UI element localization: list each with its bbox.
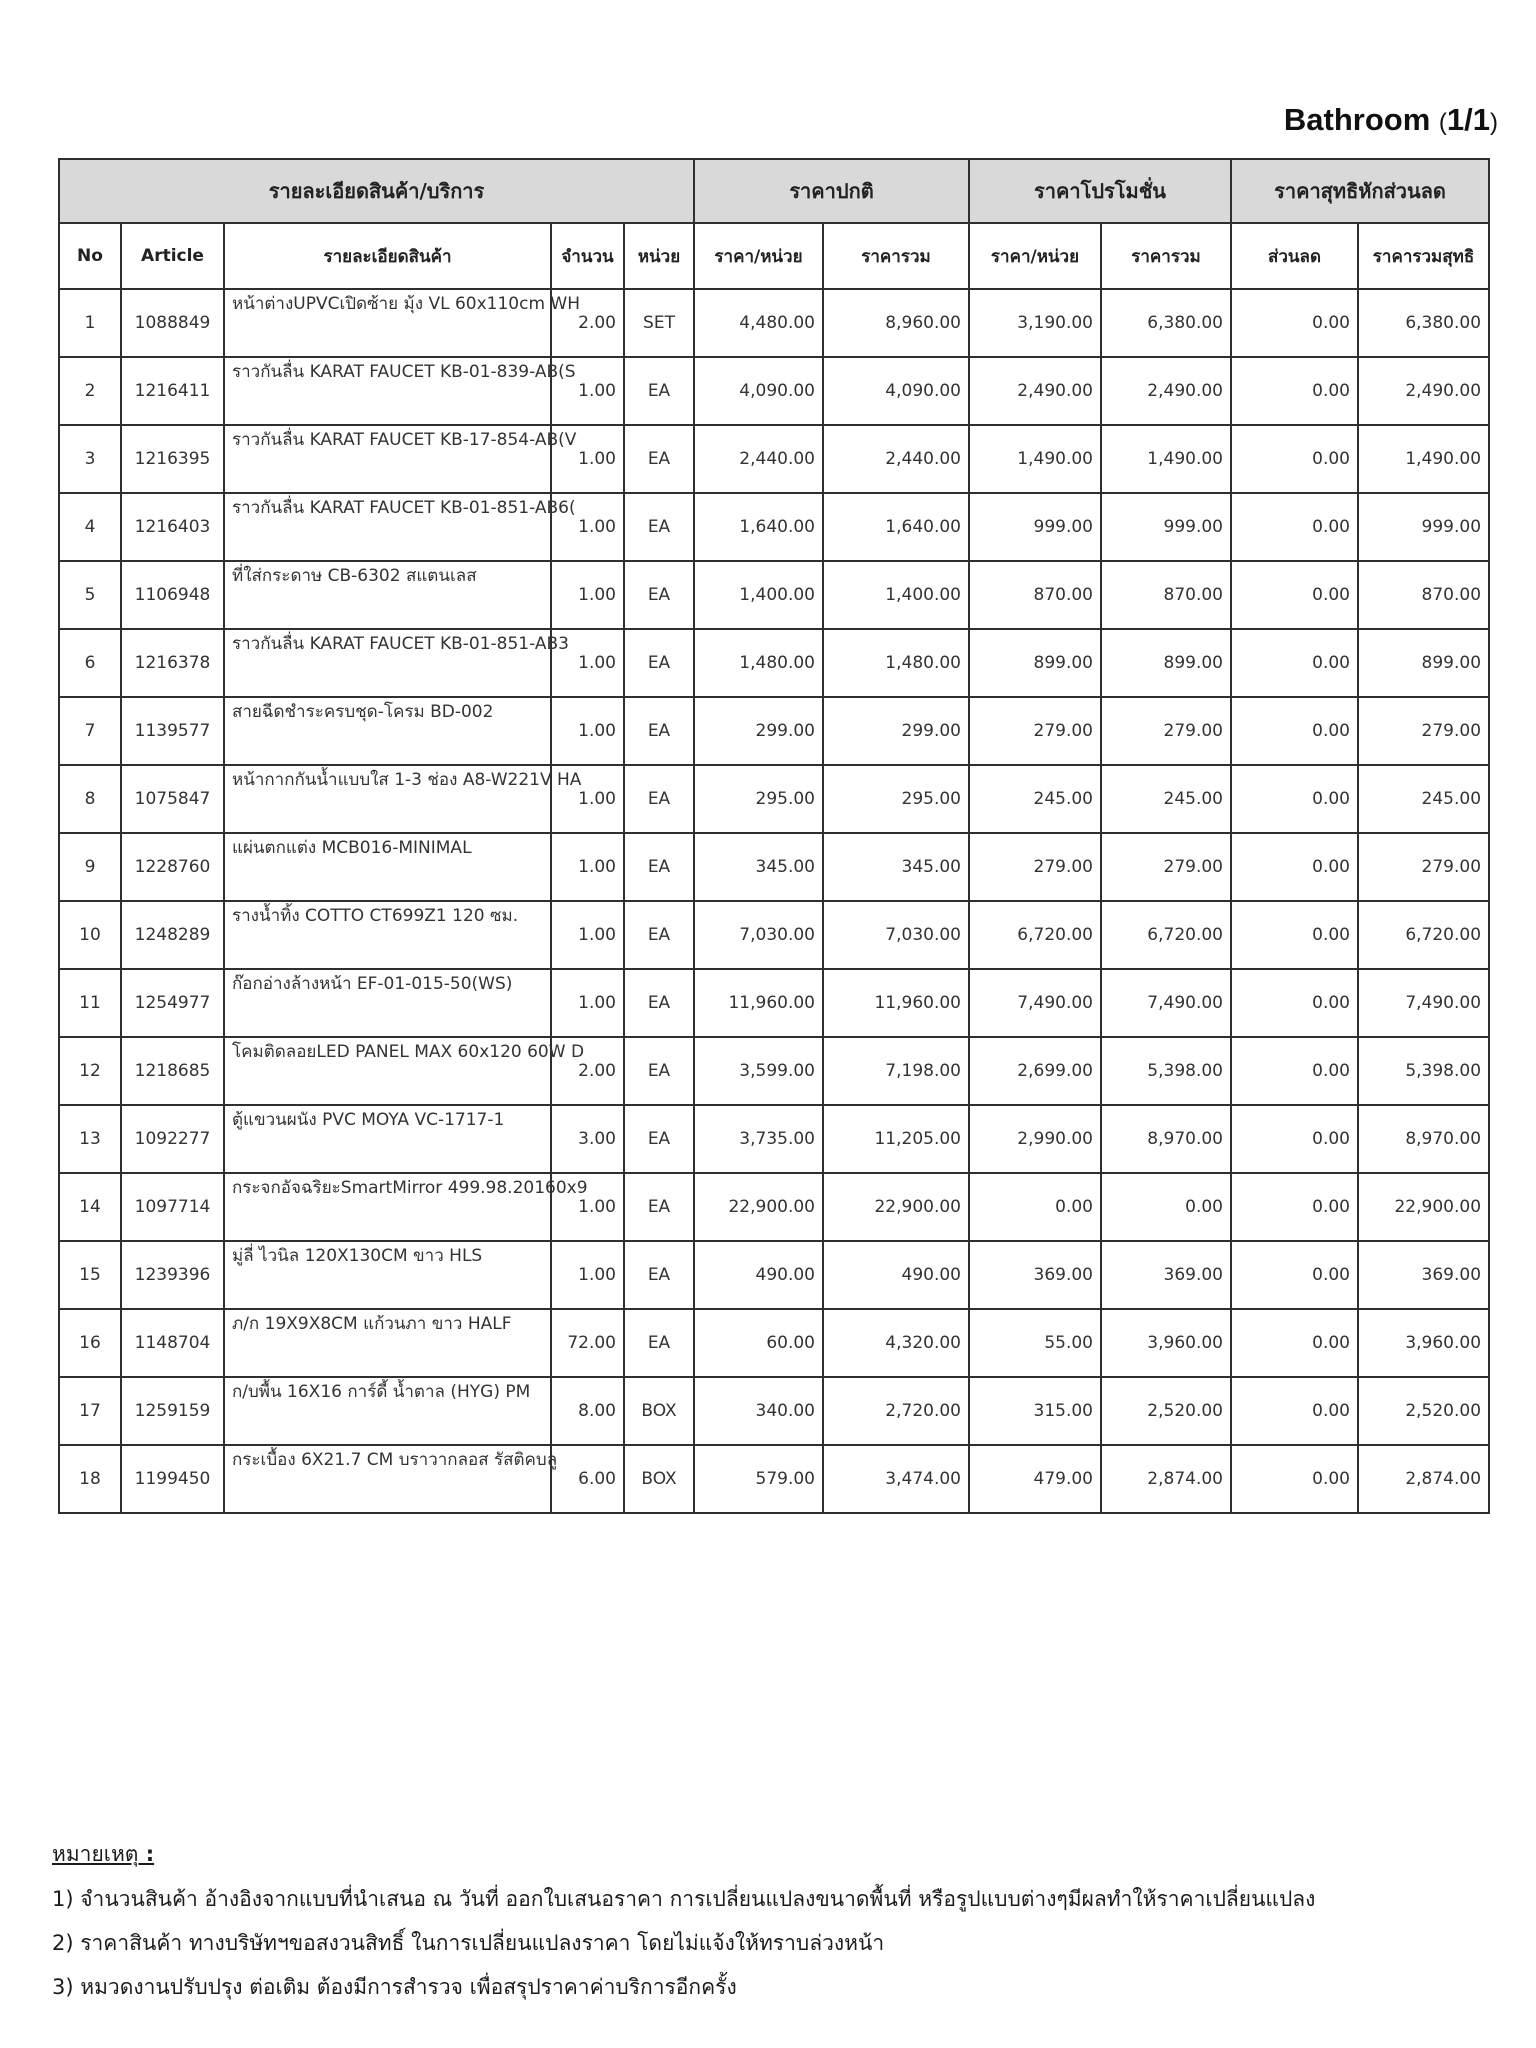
cell-discount: 0.00	[1231, 969, 1358, 1037]
cell-discount: 0.00	[1231, 697, 1358, 765]
group-header-net: ราคาสุทธิหักส่วนลด	[1231, 159, 1489, 223]
cell-promo-total: 279.00	[1101, 833, 1231, 901]
cell-promo-unit-price: 1,490.00	[969, 425, 1101, 493]
cell-discount: 0.00	[1231, 629, 1358, 697]
cell-net-total: 999.00	[1358, 493, 1489, 561]
cell-description: รางน้ำทิ้ง COTTO CT699Z1 120 ซม.	[224, 901, 551, 969]
cell-net-total: 6,720.00	[1358, 901, 1489, 969]
title-paren-close: )	[1490, 109, 1498, 136]
cell-discount: 0.00	[1231, 493, 1358, 561]
cell-no: 1	[59, 289, 121, 357]
cell-no: 13	[59, 1105, 121, 1173]
group-header-details: รายละเอียดสินค้า/บริการ	[59, 159, 694, 223]
cell-quantity: 6.00	[551, 1445, 624, 1513]
cell-article: 1106948	[121, 561, 224, 629]
col-header-desc: รายละเอียดสินค้า	[224, 223, 551, 289]
cell-regular-total: 7,198.00	[823, 1037, 969, 1105]
cell-quantity: 1.00	[551, 697, 624, 765]
cell-quantity: 1.00	[551, 493, 624, 561]
table-row	[59, 901, 1489, 969]
cell-regular-total: 299.00	[823, 697, 969, 765]
cell-promo-unit-price: 315.00	[969, 1377, 1101, 1445]
table-row	[59, 1037, 1489, 1105]
cell-description: โคมติดลอยLED PANEL MAX 60x120 60W D	[224, 1037, 551, 1105]
cell-promo-total: 999.00	[1101, 493, 1231, 561]
notes-section	[52, 1838, 1315, 2015]
cell-regular-total: 295.00	[823, 765, 969, 833]
title-paren-open: (	[1438, 109, 1447, 136]
cell-unit: EA	[624, 1105, 694, 1173]
cell-description: หน้าต่างUPVCเปิดซ้าย มุ้ง VL 60x110cm WH	[224, 289, 551, 357]
cell-discount: 0.00	[1231, 1309, 1358, 1377]
cell-unit: EA	[624, 833, 694, 901]
cell-regular-unit-price: 345.00	[694, 833, 823, 901]
notes-heading-text: หมายเหตุ	[52, 1842, 139, 1866]
cell-quantity: 2.00	[551, 289, 624, 357]
cell-promo-total: 245.00	[1101, 765, 1231, 833]
cell-regular-total: 22,900.00	[823, 1173, 969, 1241]
cell-unit: EA	[624, 697, 694, 765]
cell-article: 1228760	[121, 833, 224, 901]
cell-promo-total: 2,490.00	[1101, 357, 1231, 425]
cell-regular-total: 8,960.00	[823, 289, 969, 357]
col-header-discount: ส่วนลด	[1231, 223, 1358, 289]
cell-unit: EA	[624, 1309, 694, 1377]
col-header-promo-unit: ราคา/หน่วย	[969, 223, 1101, 289]
quotation-table	[58, 158, 1490, 1514]
cell-unit: EA	[624, 1037, 694, 1105]
cell-article: 1092277	[121, 1105, 224, 1173]
cell-no: 10	[59, 901, 121, 969]
cell-description: หน้ากากกันน้ำแบบใส 1-3 ช่อง A8-W221V HA	[224, 765, 551, 833]
cell-unit: EA	[624, 969, 694, 1037]
cell-regular-total: 490.00	[823, 1241, 969, 1309]
cell-promo-unit-price: 0.00	[969, 1173, 1101, 1241]
table-row	[59, 765, 1489, 833]
cell-description: ก๊อกอ่างล้างหน้า EF-01-015-50(WS)	[224, 969, 551, 1037]
cell-no: 11	[59, 969, 121, 1037]
cell-regular-unit-price: 2,440.00	[694, 425, 823, 493]
table-row	[59, 1173, 1489, 1241]
cell-discount: 0.00	[1231, 1037, 1358, 1105]
cell-description: ราวกันลื่น KARAT FAUCET KB-01-851-AB6(	[224, 493, 551, 561]
cell-article: 1218685	[121, 1037, 224, 1105]
title-page: 1/1	[1446, 102, 1490, 137]
cell-net-total: 369.00	[1358, 1241, 1489, 1309]
cell-no: 15	[59, 1241, 121, 1309]
cell-promo-total: 0.00	[1101, 1173, 1231, 1241]
cell-description: ก/บพื้น 16X16 การ์ดี้ น้ำตาล (HYG) PM	[224, 1377, 551, 1445]
cell-quantity: 1.00	[551, 901, 624, 969]
cell-regular-unit-price: 60.00	[694, 1309, 823, 1377]
cell-promo-unit-price: 7,490.00	[969, 969, 1101, 1037]
cell-promo-unit-price: 2,490.00	[969, 357, 1101, 425]
col-header-reg-unit: ราคา/หน่วย	[694, 223, 823, 289]
cell-unit: EA	[624, 901, 694, 969]
cell-unit: EA	[624, 629, 694, 697]
cell-quantity: 1.00	[551, 1241, 624, 1309]
cell-regular-unit-price: 7,030.00	[694, 901, 823, 969]
cell-no: 18	[59, 1445, 121, 1513]
cell-no: 3	[59, 425, 121, 493]
cell-discount: 0.00	[1231, 901, 1358, 969]
cell-description: ที่ใส่กระดาษ CB-6302 สแตนเลส	[224, 561, 551, 629]
cell-description: ราวกันลื่น KARAT FAUCET KB-01-851-AB3	[224, 629, 551, 697]
cell-description: ตู้แขวนผนัง PVC MOYA VC-1717-1	[224, 1105, 551, 1173]
column-header-row	[59, 223, 1489, 289]
cell-net-total: 8,970.00	[1358, 1105, 1489, 1173]
cell-regular-unit-price: 295.00	[694, 765, 823, 833]
table-row	[59, 357, 1489, 425]
cell-unit: EA	[624, 561, 694, 629]
cell-regular-unit-price: 3,599.00	[694, 1037, 823, 1105]
cell-quantity: 1.00	[551, 765, 624, 833]
cell-regular-total: 2,440.00	[823, 425, 969, 493]
table-row	[59, 1105, 1489, 1173]
cell-net-total: 245.00	[1358, 765, 1489, 833]
cell-quantity: 72.00	[551, 1309, 624, 1377]
cell-net-total: 2,520.00	[1358, 1377, 1489, 1445]
cell-unit: EA	[624, 357, 694, 425]
col-header-article: Article	[121, 223, 224, 289]
title-name: Bathroom	[1283, 102, 1431, 137]
cell-no: 17	[59, 1377, 121, 1445]
cell-regular-total: 4,090.00	[823, 357, 969, 425]
cell-no: 7	[59, 697, 121, 765]
group-header-regular: ราคาปกติ	[694, 159, 969, 223]
cell-quantity: 1.00	[551, 1173, 624, 1241]
page-title	[1284, 102, 1498, 138]
cell-regular-total: 1,400.00	[823, 561, 969, 629]
table-row	[59, 697, 1489, 765]
cell-promo-unit-price: 2,699.00	[969, 1037, 1101, 1105]
cell-regular-total: 1,640.00	[823, 493, 969, 561]
cell-promo-unit-price: 870.00	[969, 561, 1101, 629]
cell-net-total: 1,490.00	[1358, 425, 1489, 493]
cell-article: 1199450	[121, 1445, 224, 1513]
cell-article: 1216403	[121, 493, 224, 561]
cell-net-total: 2,490.00	[1358, 357, 1489, 425]
notes-heading-colon: :	[138, 1842, 155, 1866]
cell-discount: 0.00	[1231, 765, 1358, 833]
cell-article: 1148704	[121, 1309, 224, 1377]
cell-regular-total: 3,474.00	[823, 1445, 969, 1513]
col-header-no: No	[59, 223, 121, 289]
cell-regular-unit-price: 1,400.00	[694, 561, 823, 629]
cell-description: กระจกอัจฉริยะSmartMirror 499.98.20160x9	[224, 1173, 551, 1241]
cell-discount: 0.00	[1231, 1241, 1358, 1309]
cell-net-total: 2,874.00	[1358, 1445, 1489, 1513]
cell-no: 4	[59, 493, 121, 561]
cell-article: 1097714	[121, 1173, 224, 1241]
table-row	[59, 1309, 1489, 1377]
cell-promo-total: 8,970.00	[1101, 1105, 1231, 1173]
note-line-1: 1) จำนวนสินค้า อ้างอิงจากแบบที่นำเสนอ ณ วันที่ ออกใบเสนอราคา การเปลี่ยนแปลงขนาดพื้นที่ หรือรูปแบบต่างๆมีผลทำให้ราคาเปลี่ยนแปลง	[52, 1887, 1316, 1911]
cell-unit: EA	[624, 765, 694, 833]
table-row	[59, 493, 1489, 561]
table-body	[59, 289, 1489, 1513]
cell-net-total: 870.00	[1358, 561, 1489, 629]
cell-regular-unit-price: 22,900.00	[694, 1173, 823, 1241]
cell-promo-unit-price: 2,990.00	[969, 1105, 1101, 1173]
cell-no: 12	[59, 1037, 121, 1105]
cell-quantity: 1.00	[551, 425, 624, 493]
col-header-net-total: ราคารวมสุทธิ	[1358, 223, 1489, 289]
cell-quantity: 3.00	[551, 1105, 624, 1173]
cell-promo-total: 1,490.00	[1101, 425, 1231, 493]
cell-description: ราวกันลื่น KARAT FAUCET KB-01-839-AB(S	[224, 357, 551, 425]
cell-promo-total: 7,490.00	[1101, 969, 1231, 1037]
table-row	[59, 1445, 1489, 1513]
cell-quantity: 2.00	[551, 1037, 624, 1105]
table-row	[59, 629, 1489, 697]
cell-promo-total: 6,720.00	[1101, 901, 1231, 969]
cell-article: 1139577	[121, 697, 224, 765]
cell-no: 9	[59, 833, 121, 901]
cell-promo-unit-price: 279.00	[969, 697, 1101, 765]
cell-no: 6	[59, 629, 121, 697]
cell-regular-unit-price: 11,960.00	[694, 969, 823, 1037]
table-row	[59, 425, 1489, 493]
cell-promo-unit-price: 899.00	[969, 629, 1101, 697]
cell-article: 1259159	[121, 1377, 224, 1445]
cell-article: 1216378	[121, 629, 224, 697]
cell-promo-total: 279.00	[1101, 697, 1231, 765]
cell-regular-unit-price: 3,735.00	[694, 1105, 823, 1173]
cell-unit: EA	[624, 1173, 694, 1241]
cell-regular-unit-price: 299.00	[694, 697, 823, 765]
cell-discount: 0.00	[1231, 561, 1358, 629]
cell-promo-total: 3,960.00	[1101, 1309, 1231, 1377]
cell-promo-unit-price: 55.00	[969, 1309, 1101, 1377]
cell-regular-total: 1,480.00	[823, 629, 969, 697]
cell-unit: EA	[624, 425, 694, 493]
cell-regular-unit-price: 4,090.00	[694, 357, 823, 425]
cell-discount: 0.00	[1231, 357, 1358, 425]
cell-promo-total: 899.00	[1101, 629, 1231, 697]
cell-regular-total: 345.00	[823, 833, 969, 901]
cell-promo-total: 2,520.00	[1101, 1377, 1231, 1445]
cell-article: 1216411	[121, 357, 224, 425]
cell-regular-total: 7,030.00	[823, 901, 969, 969]
cell-article: 1075847	[121, 765, 224, 833]
cell-unit: EA	[624, 493, 694, 561]
cell-promo-unit-price: 279.00	[969, 833, 1101, 901]
cell-quantity: 1.00	[551, 629, 624, 697]
cell-regular-total: 4,320.00	[823, 1309, 969, 1377]
cell-description: ภ/ก 19X9X8CM แก้วนภา ขาว HALF	[224, 1309, 551, 1377]
cell-discount: 0.00	[1231, 1105, 1358, 1173]
table-row	[59, 833, 1489, 901]
cell-unit: BOX	[624, 1445, 694, 1513]
cell-no: 8	[59, 765, 121, 833]
cell-regular-unit-price: 579.00	[694, 1445, 823, 1513]
cell-regular-total: 2,720.00	[823, 1377, 969, 1445]
cell-promo-unit-price: 369.00	[969, 1241, 1101, 1309]
cell-net-total: 5,398.00	[1358, 1037, 1489, 1105]
cell-unit: EA	[624, 1241, 694, 1309]
cell-net-total: 279.00	[1358, 833, 1489, 901]
group-header-promo: ราคาโปรโมชั่น	[969, 159, 1231, 223]
table-row	[59, 969, 1489, 1037]
cell-regular-total: 11,205.00	[823, 1105, 969, 1173]
cell-quantity: 1.00	[551, 833, 624, 901]
cell-article: 1248289	[121, 901, 224, 969]
cell-regular-unit-price: 490.00	[694, 1241, 823, 1309]
cell-no: 16	[59, 1309, 121, 1377]
cell-no: 14	[59, 1173, 121, 1241]
cell-promo-total: 6,380.00	[1101, 289, 1231, 357]
cell-unit: SET	[624, 289, 694, 357]
cell-regular-total: 11,960.00	[823, 969, 969, 1037]
cell-promo-unit-price: 6,720.00	[969, 901, 1101, 969]
col-header-reg-total: ราคารวม	[823, 223, 969, 289]
cell-net-total: 899.00	[1358, 629, 1489, 697]
table-row	[59, 1241, 1489, 1309]
cell-discount: 0.00	[1231, 833, 1358, 901]
cell-regular-unit-price: 4,480.00	[694, 289, 823, 357]
cell-discount: 0.00	[1231, 1445, 1358, 1513]
cell-promo-total: 2,874.00	[1101, 1445, 1231, 1513]
cell-net-total: 7,490.00	[1358, 969, 1489, 1037]
cell-promo-total: 5,398.00	[1101, 1037, 1231, 1105]
cell-description: กระเบื้อง 6X21.7 CM บราวากลอส รัสติคบลู	[224, 1445, 551, 1513]
cell-quantity: 1.00	[551, 357, 624, 425]
cell-description: แผ่นตกแต่ง MCB016-MINIMAL	[224, 833, 551, 901]
cell-promo-total: 369.00	[1101, 1241, 1231, 1309]
cell-no: 5	[59, 561, 121, 629]
cell-net-total: 6,380.00	[1358, 289, 1489, 357]
cell-regular-unit-price: 1,640.00	[694, 493, 823, 561]
cell-promo-unit-price: 245.00	[969, 765, 1101, 833]
cell-discount: 0.00	[1231, 1377, 1358, 1445]
notes-heading	[52, 1838, 1315, 1871]
cell-regular-unit-price: 340.00	[694, 1377, 823, 1445]
cell-article: 1254977	[121, 969, 224, 1037]
note-line-2: 2) ราคาสินค้า ทางบริษัทฯขอสงวนสิทธิ์ ในการเปลี่ยนแปลงราคา โดยไม่แจ้งให้ทราบล่วงหน้า	[52, 1931, 885, 1955]
cell-quantity: 8.00	[551, 1377, 624, 1445]
cell-net-total: 22,900.00	[1358, 1173, 1489, 1241]
cell-no: 2	[59, 357, 121, 425]
cell-discount: 0.00	[1231, 1173, 1358, 1241]
group-header-row	[59, 159, 1489, 223]
col-header-qty: จำนวน	[551, 223, 624, 289]
cell-description: ราวกันลื่น KARAT FAUCET KB-17-854-AB(V	[224, 425, 551, 493]
note-line-3: 3) หมวดงานปรับปรุง ต่อเติม ต้องมีการสำรวจ เพื่อสรุปราคาค่าบริการอีกครั้ง	[52, 1975, 737, 1999]
col-header-unit: หน่วย	[624, 223, 694, 289]
cell-quantity: 1.00	[551, 561, 624, 629]
cell-net-total: 279.00	[1358, 697, 1489, 765]
table-row	[59, 1377, 1489, 1445]
cell-net-total: 3,960.00	[1358, 1309, 1489, 1377]
cell-promo-unit-price: 999.00	[969, 493, 1101, 561]
cell-description: มู่ลี่ ไวนิล 120X130CM ขาว HLS	[224, 1241, 551, 1309]
cell-description: สายฉีดชำระครบชุด-โครม BD-002	[224, 697, 551, 765]
cell-discount: 0.00	[1231, 425, 1358, 493]
table-row	[59, 561, 1489, 629]
cell-article: 1239396	[121, 1241, 224, 1309]
cell-discount: 0.00	[1231, 289, 1358, 357]
cell-article: 1088849	[121, 289, 224, 357]
cell-quantity: 1.00	[551, 969, 624, 1037]
col-header-promo-total: ราคารวม	[1101, 223, 1231, 289]
cell-promo-unit-price: 3,190.00	[969, 289, 1101, 357]
cell-promo-unit-price: 479.00	[969, 1445, 1101, 1513]
cell-unit: BOX	[624, 1377, 694, 1445]
cell-article: 1216395	[121, 425, 224, 493]
table-row	[59, 289, 1489, 357]
cell-regular-unit-price: 1,480.00	[694, 629, 823, 697]
cell-promo-total: 870.00	[1101, 561, 1231, 629]
